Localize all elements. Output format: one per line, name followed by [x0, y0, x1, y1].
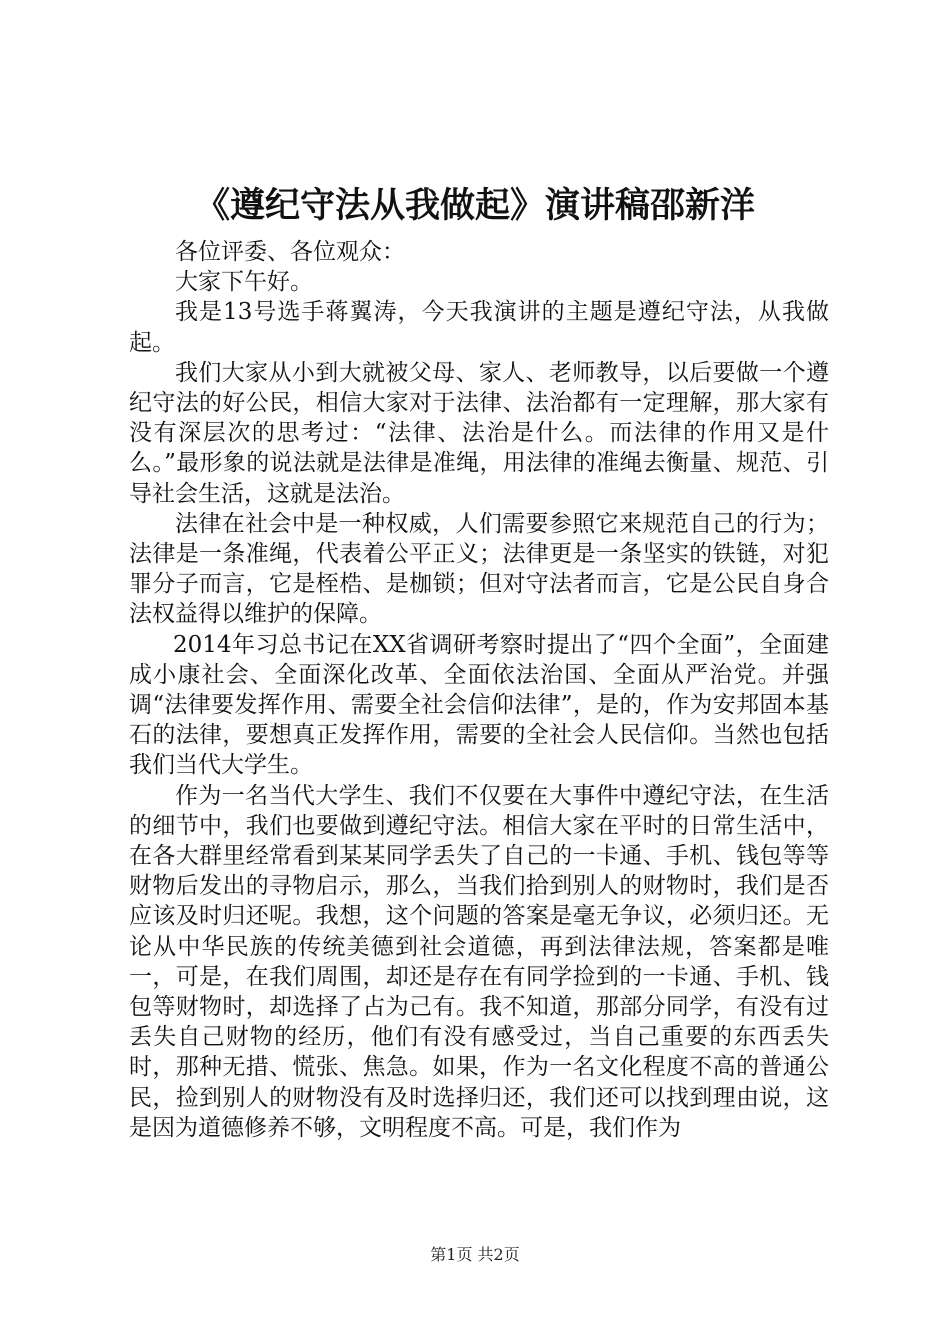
document-title: 《遵纪守法从我做起》演讲稿邵新洋 — [194, 185, 755, 226]
paragraph-salutation: 大家下午好。 — [175, 269, 313, 296]
document-body — [129, 237, 829, 1143]
page-number-footer: 第1页 共2页 — [430, 1245, 520, 1264]
paragraph-law-education: 我们大家从小到大就被父母、家人、老师教导，以后要做一个遵纪守法的好公民，相信大家对于法律、法治都有一定理解，那大家有没有深层次的思考过：“法律、法治是什么。而法律的作用又是什么。”最形象的说法就是法律是准绳，用法律的准绳去衡量、规范、引导社会生活，这就是法治。 — [129, 359, 829, 507]
paragraph-introduction: 我是13号选手蒋翼涛，今天我演讲的主题是遵纪守法，从我做起。 — [129, 299, 829, 356]
paragraph-student-conduct: 作为一名当代大学生、我们不仅要在大事件中遵纪守法，在生活的细节中，我们也要做到遵纪守法。相信大家在平时的日常生活中，在各大群里经常看到某某同学丢失了自己的一卡通、手机、钱包等等财物后发出的寻物启示，那么，当我们拾到别人的财物时，我们是否应该及时归还呢。我想，这个问题的答案是毫无争议，必须归还。无论从中华民族的传统美德到社会道德，再到法律法规，答案都是唯一，可是，在我们周围，却还是存在有同学捡到的一卡通、手机、钱包等财物时，却选择了占为己有。我不知道，那部分同学，有没有过丢失自己财物的经历，他们有没有感受过，当自己重要的东西丢失时，那种无措、慌张、焦急。如果，作为一名文化程度不高的普通公民，捡到别人的财物没有及时选择归还，我们还可以找到理由说，这是因为道德修养不够，文明程度不高。可是，我们作为 — [129, 782, 829, 1141]
paragraph-law-authority: 法律在社会中是一种权威，人们需要参照它来规范自己的行为；法律是一条准绳，代表着公平正义；法律更是一条坚实的铁链，对犯罪分子而言，它是桎梏、是枷锁；但对守法者而言，它是公民自身合法权益得以维护的保障。 — [129, 510, 829, 628]
paragraph-four-comprehensives: 2014年习总书记在XX省调研考察时提出了“四个全面”，全面建成小康社会、全面深化改革、全面依法治国、全面从严治党。并强调“法律要发挥作用、需要全社会信仰法律”，是的，作为安邦固本基石的法律，要想真正发挥作用，需要的全社会人民信仰。当然也包括我们当代大学生。 — [129, 631, 829, 779]
paragraph-greeting: 各位评委、各位观众： — [175, 239, 405, 265]
